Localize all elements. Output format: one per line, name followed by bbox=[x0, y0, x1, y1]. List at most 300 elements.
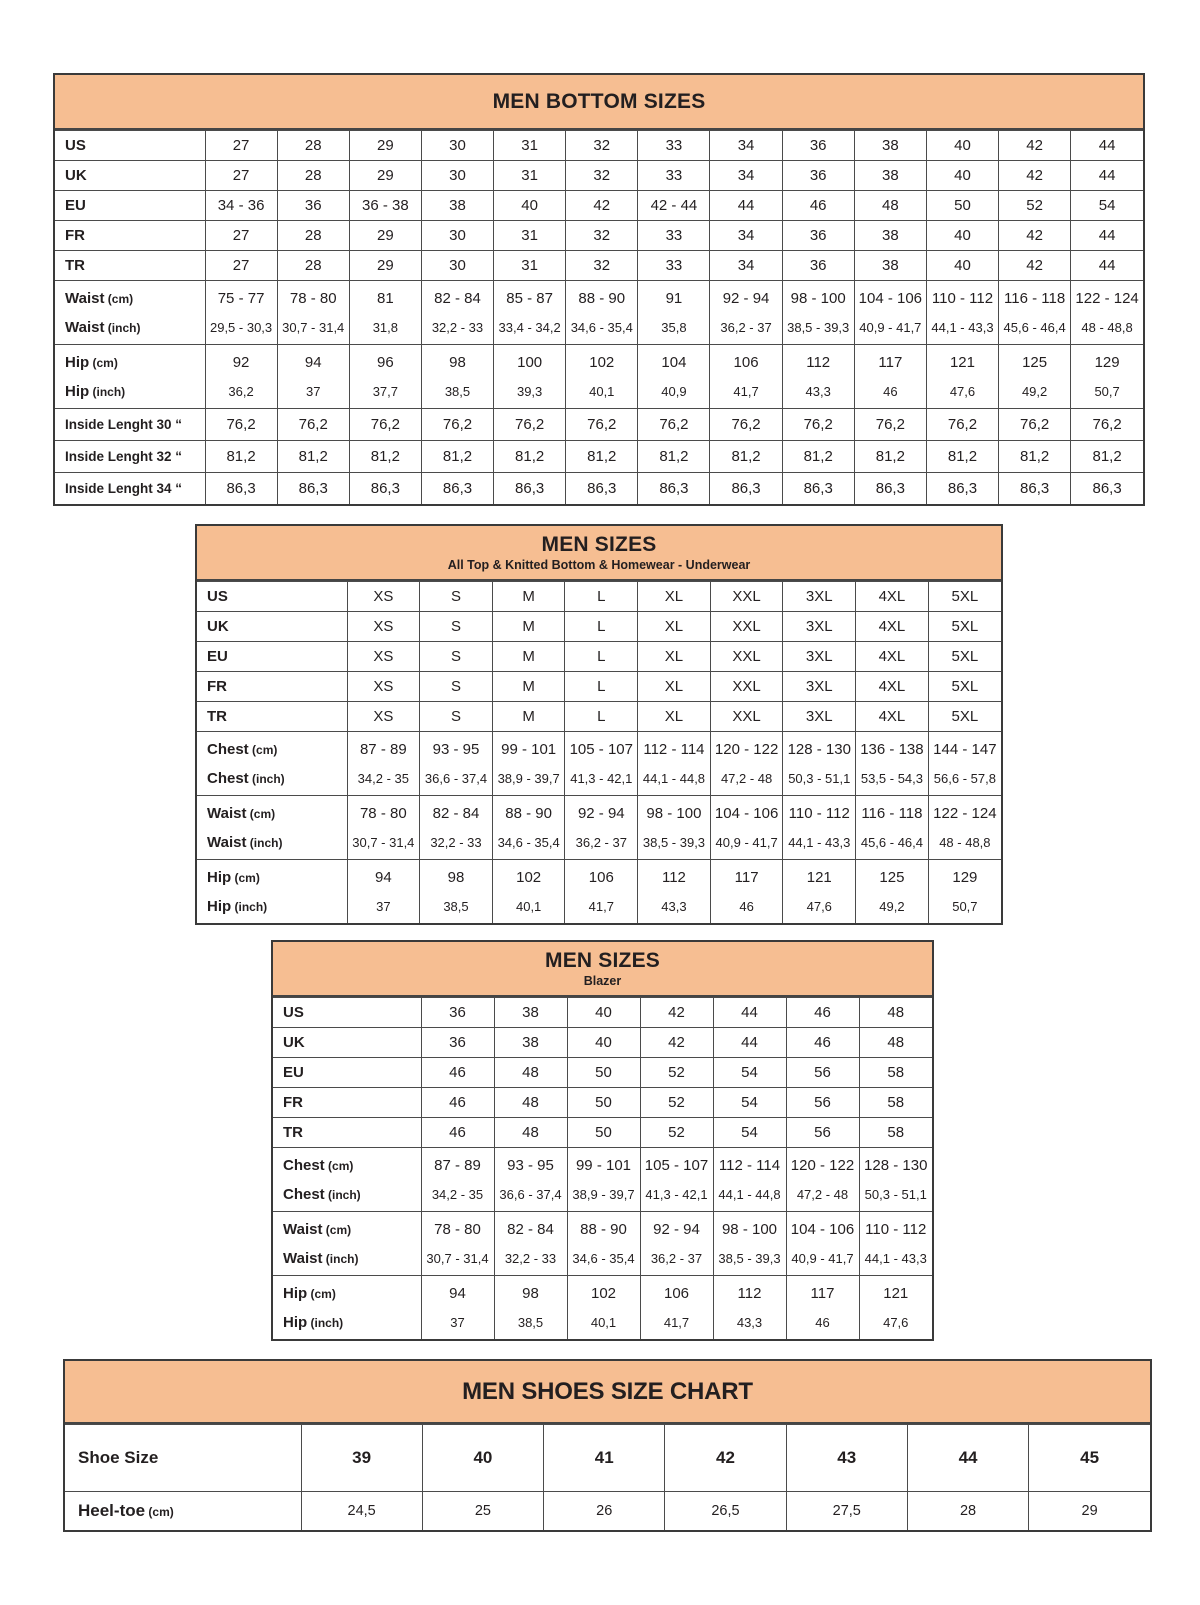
cell-value: M bbox=[522, 588, 535, 605]
value-cell bbox=[640, 1058, 713, 1088]
cell-value: 129 bbox=[1094, 353, 1120, 371]
cell-value: 33 bbox=[665, 137, 683, 154]
cell-value: 38 bbox=[881, 257, 899, 274]
cell-value: 29 bbox=[377, 167, 394, 184]
cell-value: 76,2 bbox=[226, 416, 256, 433]
value-cell bbox=[713, 1028, 786, 1058]
value-cell bbox=[786, 1425, 907, 1492]
cell-value: 52 bbox=[668, 1124, 685, 1141]
row-label-text: TR bbox=[283, 1124, 303, 1141]
cell-value: 38 bbox=[522, 1004, 539, 1021]
cell-value: 98 bbox=[447, 868, 465, 886]
cell-value: S bbox=[450, 678, 461, 695]
value-cell bbox=[854, 345, 926, 409]
value-cell bbox=[565, 642, 638, 672]
value-cell bbox=[492, 860, 565, 924]
value-cell bbox=[544, 1492, 665, 1531]
row-label-unit: (cm) bbox=[231, 870, 260, 885]
row-label bbox=[55, 131, 205, 161]
cell-value: 41,7 bbox=[733, 383, 759, 399]
cell-value: 110 - 112 bbox=[788, 804, 850, 822]
cell-value: 81,2 bbox=[731, 448, 761, 465]
cell-value: 38,5 - 39,3 bbox=[642, 834, 706, 850]
table-row bbox=[273, 1148, 932, 1212]
value-cell bbox=[492, 732, 565, 796]
row-label-unit: (cm) bbox=[324, 1158, 354, 1173]
cell-value: 4XL bbox=[878, 618, 906, 635]
cell-value: 116 - 118 bbox=[861, 804, 923, 822]
cell-value: 40,9 bbox=[661, 383, 687, 399]
cell-value: 30,7 - 31,4 bbox=[282, 319, 345, 335]
value-cell bbox=[347, 672, 420, 702]
cell-value: 41 bbox=[594, 1448, 614, 1467]
value-cell bbox=[567, 1028, 640, 1058]
value-cell bbox=[420, 582, 493, 612]
value-cell bbox=[638, 796, 711, 860]
cell-value: 82 - 84 bbox=[432, 804, 480, 822]
cell-value: 50,3 - 51,1 bbox=[788, 770, 851, 786]
cell-value: 102 bbox=[590, 1284, 617, 1302]
cell-value: L bbox=[597, 708, 606, 725]
table-row bbox=[55, 251, 1143, 281]
cell-value: 104 - 106 bbox=[858, 289, 923, 307]
cell-value: M bbox=[522, 708, 535, 725]
value-cell bbox=[710, 642, 783, 672]
cell-value: 76,2 bbox=[731, 416, 761, 433]
cell-value: 40 bbox=[595, 1004, 612, 1021]
cell-value: 42 bbox=[1026, 257, 1043, 274]
cell-value: 4XL bbox=[878, 678, 906, 695]
value-cell bbox=[349, 251, 421, 281]
cell-value: 48 - 48,8 bbox=[939, 834, 991, 850]
row-label-text: FR bbox=[65, 227, 85, 244]
cell-value: 110 - 112 bbox=[931, 289, 994, 307]
cell-value: 32 bbox=[593, 257, 611, 274]
row-label-text: FR bbox=[283, 1094, 303, 1111]
cell-value: 38,5 bbox=[444, 383, 471, 399]
value-cell bbox=[494, 1212, 567, 1276]
cell-value: XL bbox=[664, 648, 684, 665]
table-row bbox=[197, 796, 1001, 860]
value-cell bbox=[638, 131, 710, 161]
row-label-text: EU bbox=[65, 197, 86, 214]
cell-value: 96 bbox=[377, 353, 394, 371]
cell-value: 34 bbox=[737, 227, 755, 244]
table-row bbox=[55, 345, 1143, 409]
table-row bbox=[273, 1088, 932, 1118]
table-title-bar bbox=[55, 75, 1143, 130]
cell-value: 86,3 bbox=[515, 480, 545, 497]
row-label-text: Inside Lenght 30 “ bbox=[65, 417, 183, 432]
value-cell bbox=[782, 191, 854, 221]
row-label-unit: (cm) bbox=[145, 1505, 174, 1519]
value-cell bbox=[928, 860, 1001, 924]
cell-value: 36 bbox=[809, 227, 827, 244]
row-label-text: FR bbox=[207, 678, 227, 695]
value-cell bbox=[494, 131, 566, 161]
value-cell bbox=[567, 1058, 640, 1088]
value-cell bbox=[640, 1088, 713, 1118]
value-cell bbox=[494, 1058, 567, 1088]
value-cell bbox=[856, 860, 929, 924]
men-shoes-size-chart-table bbox=[63, 1359, 1152, 1532]
cell-value: 81,2 bbox=[442, 448, 473, 465]
cell-value: 42 bbox=[716, 1448, 735, 1467]
value-cell bbox=[347, 732, 420, 796]
value-cell bbox=[421, 1058, 494, 1088]
cell-value: 34,6 - 35,4 bbox=[572, 1250, 635, 1266]
cell-value: M bbox=[522, 648, 535, 665]
cell-value: 5XL bbox=[951, 708, 979, 725]
cell-value: 30,7 - 31,4 bbox=[352, 834, 415, 850]
cell-value: 76,2 bbox=[442, 416, 473, 433]
row-label-unit: (inch) bbox=[322, 1251, 359, 1266]
value-cell bbox=[205, 409, 277, 441]
value-cell bbox=[710, 131, 782, 161]
cell-value: 32 bbox=[593, 227, 611, 244]
row-label-text: Heel-toe bbox=[78, 1501, 146, 1520]
value-cell bbox=[928, 612, 1001, 642]
cell-value: 24,5 bbox=[347, 1503, 376, 1519]
cell-value: 46 bbox=[814, 1004, 831, 1021]
cell-value: XL bbox=[664, 678, 684, 695]
value-cell bbox=[205, 281, 277, 345]
row-label bbox=[197, 732, 347, 796]
value-cell bbox=[907, 1492, 1028, 1531]
table-subtitle: Blazer bbox=[583, 974, 622, 988]
value-cell bbox=[859, 1212, 932, 1276]
cell-value: 36,6 - 37,4 bbox=[499, 1186, 562, 1202]
value-cell bbox=[854, 251, 926, 281]
cell-value: 104 bbox=[661, 353, 687, 371]
value-cell bbox=[494, 1148, 567, 1212]
cell-value: 98 - 100 bbox=[790, 289, 846, 307]
cell-value: 36,2 - 37 bbox=[575, 834, 627, 850]
cell-value: 76,2 bbox=[875, 416, 905, 433]
cell-value: 4XL bbox=[878, 588, 906, 605]
cell-value: 52 bbox=[1026, 197, 1043, 214]
cell-value: 36 bbox=[449, 1034, 466, 1051]
row-label bbox=[55, 191, 205, 221]
row-label-text: UK bbox=[207, 618, 229, 635]
cell-value: 40,1 bbox=[589, 383, 615, 399]
value-cell bbox=[566, 221, 638, 251]
value-cell bbox=[928, 702, 1001, 732]
value-cell bbox=[638, 191, 710, 221]
value-cell bbox=[492, 582, 565, 612]
table-row bbox=[273, 1058, 932, 1088]
cell-value: 44 bbox=[1098, 257, 1116, 274]
value-cell bbox=[710, 345, 782, 409]
cell-value: 76,2 bbox=[659, 416, 689, 433]
cell-value: 88 - 90 bbox=[505, 804, 552, 822]
value-cell bbox=[859, 1088, 932, 1118]
value-cell bbox=[999, 161, 1071, 191]
value-cell bbox=[565, 612, 638, 642]
value-cell bbox=[710, 221, 782, 251]
cell-value: 40,9 - 41,7 bbox=[715, 834, 778, 850]
cell-value: XL bbox=[664, 588, 684, 605]
cell-value: 56,6 - 57,8 bbox=[933, 770, 996, 786]
value-cell bbox=[854, 221, 926, 251]
men-sizes-blazer-table bbox=[271, 940, 934, 1341]
row-label bbox=[273, 1212, 421, 1276]
value-cell bbox=[907, 1425, 1028, 1492]
row-label-unit: (inch) bbox=[89, 384, 126, 399]
cell-value: 49,2 bbox=[879, 898, 905, 914]
value-cell bbox=[349, 345, 421, 409]
cell-value: 38 bbox=[881, 167, 899, 184]
table-row bbox=[273, 1276, 932, 1340]
cell-value: XS bbox=[373, 678, 394, 695]
cell-value: 136 - 138 bbox=[860, 740, 924, 758]
cell-value: 50 bbox=[595, 1094, 612, 1111]
value-cell bbox=[494, 345, 566, 409]
cell-value: XXL bbox=[732, 678, 761, 695]
cell-value: 36,2 - 37 bbox=[720, 319, 772, 335]
row-label bbox=[55, 345, 205, 409]
value-cell bbox=[713, 1276, 786, 1340]
table-row bbox=[197, 860, 1001, 924]
cell-value: 58 bbox=[887, 1064, 905, 1081]
cell-value: 128 - 130 bbox=[787, 740, 851, 758]
value-cell bbox=[420, 642, 493, 672]
cell-value: 46 bbox=[449, 1094, 466, 1111]
cell-value: 31 bbox=[521, 227, 538, 244]
value-cell bbox=[638, 409, 710, 441]
value-cell bbox=[640, 1276, 713, 1340]
value-cell bbox=[421, 1088, 494, 1118]
value-cell bbox=[786, 1276, 859, 1340]
value-cell bbox=[347, 642, 420, 672]
cell-value: 34 bbox=[737, 257, 755, 274]
row-label-unit: (cm) bbox=[322, 1222, 352, 1237]
cell-value: 37,7 bbox=[372, 383, 398, 399]
cell-value: 38 bbox=[881, 227, 899, 244]
cell-value: 78 - 80 bbox=[289, 289, 337, 307]
cell-value: 76,2 bbox=[803, 416, 833, 433]
value-cell bbox=[420, 672, 493, 702]
value-cell bbox=[710, 732, 783, 796]
cell-value: 128 - 130 bbox=[864, 1156, 928, 1174]
cell-value: 106 bbox=[588, 868, 614, 886]
value-cell bbox=[421, 1028, 494, 1058]
cell-value: 42 - 44 bbox=[650, 197, 698, 214]
cell-value: 86,3 bbox=[875, 480, 905, 497]
row-label-unit: (inch) bbox=[248, 771, 285, 786]
value-cell bbox=[1071, 191, 1143, 221]
row-label-text: Hip bbox=[283, 1313, 308, 1331]
cell-value: 29 bbox=[1081, 1503, 1098, 1519]
value-cell bbox=[710, 409, 782, 441]
value-cell bbox=[999, 345, 1071, 409]
cell-value: 86,3 bbox=[587, 480, 617, 497]
table-row bbox=[273, 1212, 932, 1276]
value-cell bbox=[856, 672, 929, 702]
value-cell bbox=[638, 161, 710, 191]
cell-value: 38,5 bbox=[443, 898, 469, 914]
value-cell bbox=[566, 441, 638, 473]
table-title-bar bbox=[65, 1361, 1150, 1424]
cell-value: 46 bbox=[814, 1034, 831, 1051]
cell-value: 42 bbox=[668, 1034, 685, 1051]
cell-value: M bbox=[522, 678, 535, 695]
row-label bbox=[273, 1028, 421, 1058]
value-cell bbox=[854, 441, 926, 473]
value-cell bbox=[786, 1492, 907, 1531]
cell-value: 58 bbox=[887, 1094, 905, 1111]
cell-value: 42 bbox=[593, 197, 611, 214]
value-cell bbox=[926, 441, 998, 473]
value-cell bbox=[205, 161, 277, 191]
row-label bbox=[55, 221, 205, 251]
row-label bbox=[55, 409, 205, 441]
cell-value: 54 bbox=[741, 1064, 758, 1081]
row-label-unit: (inch) bbox=[307, 1315, 344, 1330]
value-cell bbox=[494, 1276, 567, 1340]
value-cell bbox=[1071, 131, 1143, 161]
value-cell bbox=[494, 251, 566, 281]
value-cell bbox=[494, 998, 567, 1028]
value-cell bbox=[710, 612, 783, 642]
cell-value: 36 bbox=[304, 197, 322, 214]
cell-value: 45,6 - 46,4 bbox=[1003, 319, 1066, 335]
table-row bbox=[55, 281, 1143, 345]
value-cell bbox=[783, 796, 856, 860]
row-label bbox=[65, 1492, 301, 1531]
table-row bbox=[197, 582, 1001, 612]
value-cell bbox=[421, 1148, 494, 1212]
value-cell bbox=[640, 998, 713, 1028]
row-label-text: Waist bbox=[283, 1220, 323, 1238]
cell-value: 94 bbox=[304, 353, 322, 371]
row-label-unit: (inch) bbox=[246, 835, 283, 850]
value-cell bbox=[926, 131, 998, 161]
cell-value: 44,1 - 43,3 bbox=[788, 834, 851, 850]
value-cell bbox=[566, 251, 638, 281]
value-cell bbox=[783, 702, 856, 732]
value-cell bbox=[566, 409, 638, 441]
value-cell bbox=[494, 409, 566, 441]
cell-value: 50,7 bbox=[1094, 383, 1120, 399]
cell-value: 36 bbox=[809, 257, 827, 274]
value-cell bbox=[566, 473, 638, 505]
row-label-text: Hip bbox=[283, 1284, 308, 1302]
value-cell bbox=[349, 473, 421, 505]
cell-value: 92 - 94 bbox=[722, 289, 770, 307]
cell-value: 44,1 - 43,3 bbox=[864, 1250, 927, 1266]
cell-value: 48 bbox=[887, 1034, 905, 1051]
value-cell bbox=[928, 796, 1001, 860]
cell-value: 93 - 95 bbox=[432, 740, 480, 758]
cell-value: 37 bbox=[305, 383, 321, 399]
value-cell bbox=[347, 612, 420, 642]
cell-value: 48 bbox=[887, 1004, 905, 1021]
cell-value: 86,3 bbox=[298, 480, 328, 497]
value-cell bbox=[1071, 251, 1143, 281]
cell-value: 5XL bbox=[951, 648, 979, 665]
cell-value: 121 bbox=[883, 1284, 909, 1302]
value-cell bbox=[638, 582, 711, 612]
cell-value: 112 - 114 bbox=[643, 740, 705, 758]
cell-value: L bbox=[597, 588, 606, 605]
cell-value: 40 bbox=[954, 137, 971, 154]
men-shoes-size-chart-grid bbox=[65, 1424, 1150, 1530]
value-cell bbox=[713, 998, 786, 1028]
cell-value: 102 bbox=[516, 868, 542, 886]
value-cell bbox=[926, 281, 998, 345]
row-label-text: US bbox=[65, 137, 86, 154]
cell-value: 40,9 - 41,7 bbox=[791, 1250, 854, 1266]
row-label-text: US bbox=[207, 588, 228, 605]
cell-value: 40 bbox=[473, 1448, 493, 1467]
row-label-text: Waist bbox=[283, 1249, 323, 1267]
cell-value: XL bbox=[664, 708, 684, 725]
row-label bbox=[197, 612, 347, 642]
cell-value: 86,3 bbox=[226, 480, 256, 497]
cell-value: 43,3 bbox=[805, 383, 831, 399]
value-cell bbox=[347, 796, 420, 860]
cell-value: 28 bbox=[304, 167, 322, 184]
cell-value: 30 bbox=[449, 257, 466, 274]
value-cell bbox=[710, 672, 783, 702]
value-cell bbox=[421, 161, 493, 191]
cell-value: 92 - 94 bbox=[653, 1220, 700, 1238]
cell-value: 34,6 - 35,4 bbox=[497, 834, 560, 850]
cell-value: 50,7 bbox=[952, 898, 978, 914]
cell-value: 50,3 - 51,1 bbox=[864, 1186, 927, 1202]
value-cell bbox=[713, 1058, 786, 1088]
value-cell bbox=[301, 1425, 422, 1492]
cell-value: 105 - 107 bbox=[569, 740, 633, 758]
value-cell bbox=[783, 612, 856, 642]
value-cell bbox=[710, 702, 783, 732]
cell-value: 32,2 - 33 bbox=[504, 1250, 557, 1266]
cell-value: 40 bbox=[954, 227, 971, 244]
cell-value: 110 - 112 bbox=[865, 1220, 927, 1238]
cell-value: 35,8 bbox=[661, 319, 687, 335]
table-row bbox=[197, 642, 1001, 672]
men-sizes-top-grid bbox=[197, 581, 1001, 923]
value-cell bbox=[926, 161, 998, 191]
cell-value: S bbox=[450, 618, 461, 635]
value-cell bbox=[638, 702, 711, 732]
cell-value: 33,4 - 34,2 bbox=[498, 319, 561, 335]
table-row bbox=[197, 612, 1001, 642]
value-cell bbox=[638, 612, 711, 642]
cell-value: 34,2 - 35 bbox=[357, 770, 409, 786]
table-row bbox=[197, 732, 1001, 796]
cell-value: 81,2 bbox=[515, 448, 545, 465]
cell-value: 36,2 - 37 bbox=[650, 1250, 703, 1266]
cell-value: 39 bbox=[352, 1448, 372, 1467]
row-label bbox=[197, 672, 347, 702]
value-cell bbox=[999, 473, 1071, 505]
row-label bbox=[65, 1425, 301, 1492]
value-cell bbox=[856, 702, 929, 732]
men-sizes-blazer-grid bbox=[273, 997, 932, 1339]
value-cell bbox=[205, 191, 277, 221]
cell-value: 41,7 bbox=[588, 898, 614, 914]
cell-value: 82 - 84 bbox=[434, 289, 481, 307]
cell-value: XS bbox=[373, 618, 394, 635]
value-cell bbox=[999, 251, 1071, 281]
row-label bbox=[55, 251, 205, 281]
cell-value: XXL bbox=[732, 618, 761, 635]
row-label-unit: (inch) bbox=[324, 1187, 361, 1202]
cell-value: 29,5 - 30,3 bbox=[209, 319, 273, 335]
value-cell bbox=[349, 131, 421, 161]
